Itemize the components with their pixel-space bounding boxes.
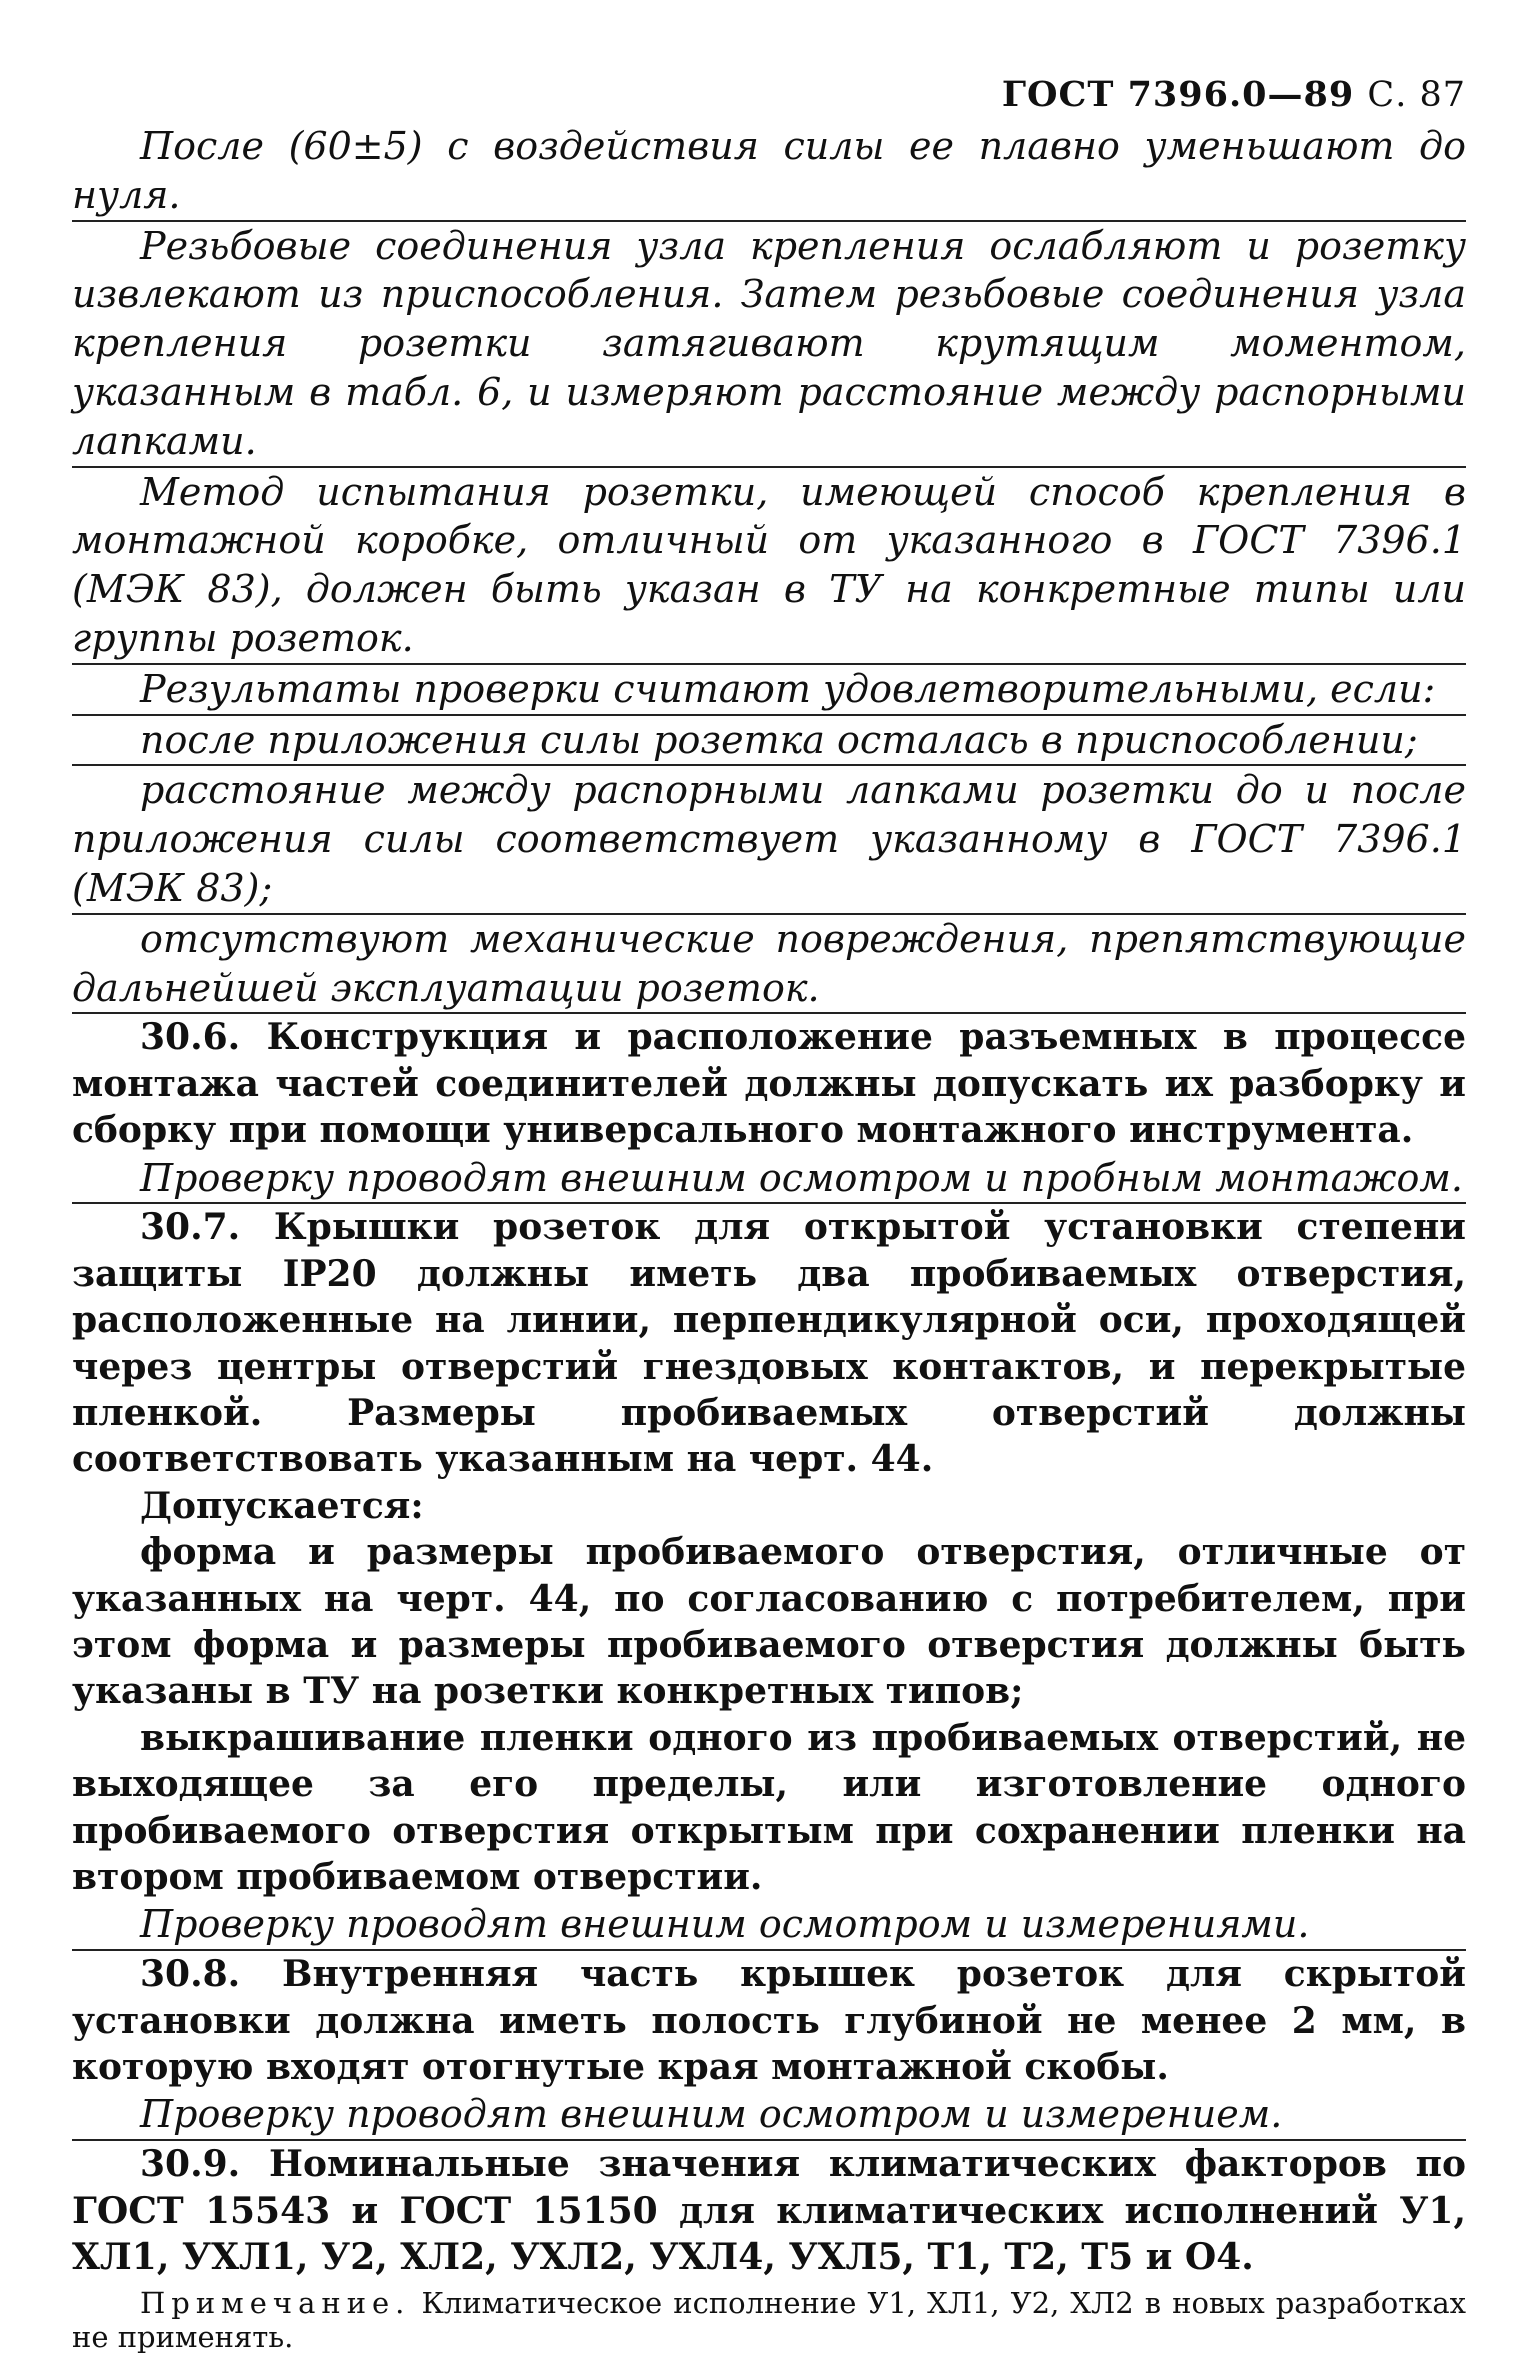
clause-30-7-allowed-film: выкрашивание пленки одного из пробиваемых отверстий, не выходящее за его пределы, или изготовление одного пробиваемого отверстия открытым при сохранении пленки на втором пробиваемом отверстии. <box>72 1716 1466 1899</box>
note-label: Примечание. <box>140 2286 411 2321</box>
clause-30-7-check: Проверку проводят внешним осмотром и измерениями. <box>72 1900 1466 1951</box>
note <box>72 2286 1466 2354</box>
paragraph-condition-no-damage: отсутствуют механические повреждения, препятствующие дальнейшей эксплуатации розеток. <box>72 915 1466 1015</box>
paragraph-after-force: После (60±5) с воздействия силы ее плавно уменьшают до нуля. <box>72 122 1466 222</box>
clause-30-6: 30.6. Конструкция и расположение разъемных в процессе монтажа частей соединителей должны допускать их разборку и сборку при помощи универсального монтажного инструмента. <box>72 1016 1466 1152</box>
paragraph-condition-distance: расстояние между распорными лапками розетки до и после приложения силы соответствует указанному в ГОСТ 7396.1 (МЭК 83); <box>72 766 1466 914</box>
clause-30-8-check: Проверку проводят внешним осмотром и измерением. <box>72 2090 1466 2141</box>
note-text: Климатическое исполнение У1, ХЛ1, У2, ХЛ2 в новых разработках не применять. <box>72 2286 1466 2354</box>
paragraph-thread-connections: Резьбовые соединения узла крепления ослабляют и розетку извлекают из приспособления. Затем резьбовые соединения узла крепления розетки затягивают крутящим моментом, указанным в табл. 6, и измеряют расстояние между распорными лапками. <box>72 222 1466 468</box>
page-header <box>1002 74 1466 115</box>
clause-30-7-allowed: Допускается: <box>140 1484 424 1527</box>
document-body <box>72 122 1466 2354</box>
clause-30-6-check: Проверку проводят внешним осмотром и пробным монтажом. <box>72 1154 1466 1205</box>
paragraph-test-method: Метод испытания розетки, имеющей способ крепления в монтажной коробке, отличный от указанного в ГОСТ 7396.1 (МЭК 83), должен быть указан в ТУ на конкретные типы или группы розеток. <box>72 468 1466 665</box>
clause-30-7: 30.7. Крышки розеток для открытой установки степени защиты IP20 должны иметь два пробиваемых отверстия, расположенные на линии, перпендикулярной оси, проходящей через центры отверстий гнездовых контактов, и перекрытые пленкой. Размеры пробиваемых отверстий должны соответствовать указанным на черт. 44. <box>72 1206 1466 1481</box>
clause-30-9: 30.9. Номинальные значения климатических факторов по ГОСТ 15543 и ГОСТ 15150 для климатических исполнений У1, ХЛ1, УХЛ1, У2, ХЛ2, УХЛ2, УХЛ4, УХЛ5, Т1, Т2, Т5 и О4. <box>72 2143 1466 2279</box>
standard-number: ГОСТ 7396.0—89 <box>1001 74 1355 115</box>
page-number: С. 87 <box>1367 75 1466 115</box>
clause-30-7-allowed-shape: форма и размеры пробиваемого отверстия, отличные от указанных на черт. 44, по согласованию с потребителем, при этом форма и размеры пробиваемого отверстия должны быть указаны в ТУ на розетки конкретных типов; <box>72 1531 1466 1713</box>
paragraph-results-condition: Результаты проверки считают удовлетворительными, если: <box>72 665 1466 716</box>
clause-30-8: 30.8. Внутренняя часть крышек розеток для скрытой установки должна иметь полость глубиной не менее 2 мм, в которую входят отогнутые края монтажной скобы. <box>72 1953 1466 2089</box>
paragraph-condition-socket-held: после приложения силы розетка осталась в приспособлении; <box>72 716 1466 767</box>
